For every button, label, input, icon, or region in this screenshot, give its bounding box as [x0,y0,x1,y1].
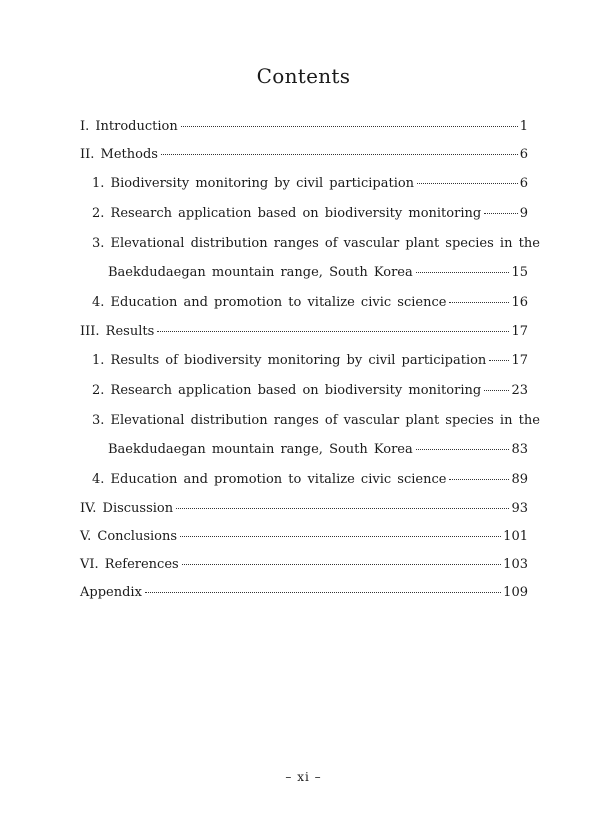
toc-entry-results-1[interactable] [80,346,528,376]
toc-entry-page: 109 [503,585,528,600]
toc-entry-page: 83 [511,442,528,457]
toc-entry-methods-3[interactable] [80,229,540,258]
toc-entry-label: Baekdudaegan mountain range, South Korea [108,265,413,280]
toc-entry-page: 9 [519,206,528,221]
toc-entry-results-4[interactable] [80,465,528,495]
toc-entry-page: 101 [503,529,528,544]
toc-entry-label: II. Methods [80,147,158,162]
page-number-footer: – xi – [285,770,322,784]
dot-leader [180,535,501,537]
toc-entry-results-2[interactable] [80,376,528,406]
dot-leader [484,212,518,214]
toc-entry-methods-4[interactable] [80,288,528,318]
toc-entry-page: 6 [519,176,528,191]
dot-leader [145,591,501,593]
toc-entry-label: 1. Results of biodiversity monitoring by civil participation [92,353,487,368]
toc-entry-label: Baekdudaegan mountain range, South Korea [108,442,413,457]
toc-entry-page: 89 [511,472,528,487]
toc-entry-results[interactable] [80,318,528,346]
toc-entry-label: 2. Research application based on biodiversity monitoring [92,383,482,398]
toc-entry-appendix[interactable] [80,579,528,607]
dot-leader [416,448,510,450]
dot-leader [182,563,501,565]
toc-entry-conclusions[interactable] [80,523,528,551]
toc-entry-label: V. Conclusions [80,529,178,544]
toc-entry-label: 3. Elevational distribution ranges of vascular plant species in the [92,236,540,251]
toc-entry-label: III. Results [80,324,155,339]
toc-entry-page: 1 [519,119,528,134]
table-of-contents [80,113,540,607]
toc-entry-page: 15 [511,265,528,280]
toc-entry-label: 4. Education and promotion to vitalize civic science [92,295,447,310]
toc-entry-references[interactable] [80,551,528,579]
toc-entry-page: 17 [511,324,528,339]
toc-entry-introduction[interactable] [80,113,528,141]
toc-entry-label: 2. Research application based on biodiversity monitoring [92,206,482,221]
toc-entry-discussion[interactable] [80,495,528,523]
dot-leader [489,359,509,361]
toc-entry-methods[interactable] [80,141,528,169]
toc-entry-page: 103 [503,557,528,572]
toc-entry-page: 16 [511,295,528,310]
toc-entry-methods-1[interactable] [80,169,528,199]
toc-entry-methods-3-cont[interactable] [80,258,528,288]
dot-leader [176,507,509,509]
page-title: Contents [256,64,351,88]
dot-leader [157,330,509,332]
toc-entry-label: Appendix [80,585,142,600]
toc-entry-label: VI. References [80,557,179,572]
dot-leader [449,301,509,303]
dot-leader [484,389,509,391]
dot-leader [416,271,510,273]
toc-entry-label: 4. Education and promotion to vitalize civic science [92,472,447,487]
toc-entry-page: 6 [519,147,528,162]
toc-entry-label: I. Introduction [80,119,178,134]
toc-entry-page: 23 [511,383,528,398]
dot-leader [417,182,518,184]
toc-entry-results-3-cont[interactable] [80,435,528,465]
toc-entry-results-3[interactable] [80,406,540,435]
toc-entry-page: 17 [511,353,528,368]
toc-entry-label: 3. Elevational distribution ranges of vascular plant species in the [92,413,540,428]
toc-entry-label: IV. Discussion [80,501,174,516]
toc-entry-label: 1. Biodiversity monitoring by civil participation [92,176,415,191]
dot-leader [181,125,518,127]
toc-entry-methods-2[interactable] [80,199,528,229]
toc-entry-page: 93 [511,501,528,516]
dot-leader [161,153,518,155]
dot-leader [449,478,509,480]
